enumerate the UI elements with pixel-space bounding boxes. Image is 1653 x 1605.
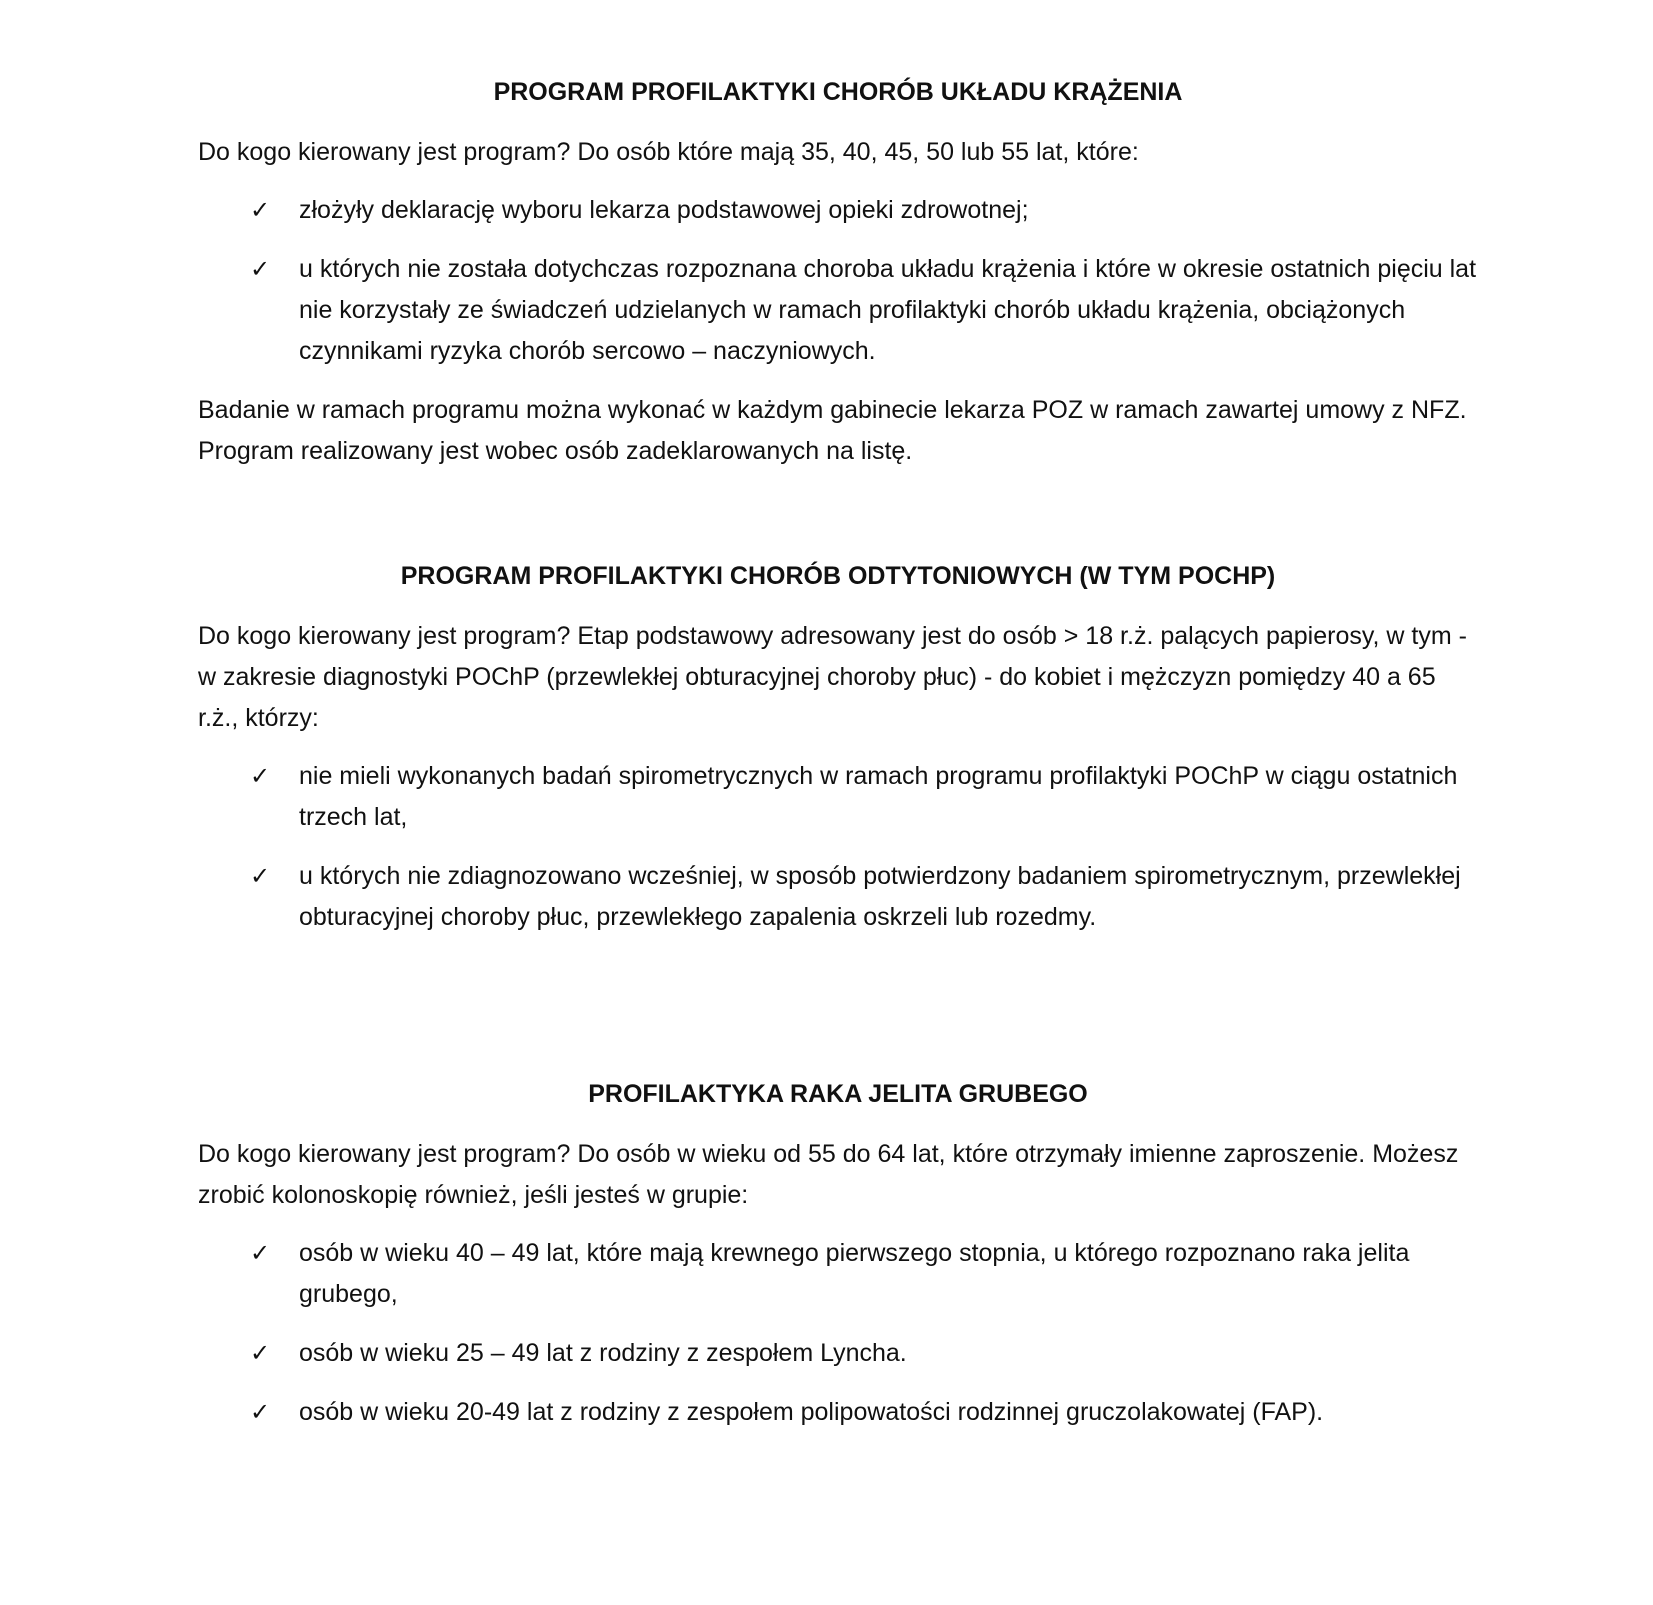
list-item-text: osób w wieku 20-49 lat z rodziny z zespołem polipowatości rodzinnej gruczolakowatej (FAP). [299, 1398, 1324, 1426]
section-outro: Badanie w ramach programu można wykonać w każdym gabinecie lekarza POZ w ramach zawartej umowy z NFZ. Program realizowany jest wobec osób zadeklarowanych na listę. [198, 396, 1467, 465]
criteria-list [198, 190, 1478, 372]
list-item [198, 1333, 1478, 1374]
list-item [198, 1392, 1478, 1433]
checkmark-icon: ✓ [250, 1339, 271, 1367]
criteria-list [198, 1233, 1478, 1433]
list-item-text: u których nie została dotychczas rozpoznana choroba układu krążenia i które w okresie ostatnich pięciu lat nie korzystały ze świadczeń udzielanych w ramach profilaktyki chorób układu krążenia, obciążonych czynnikami ryzyka chorób sercowo – naczyniowych. [299, 255, 1477, 365]
checkmark-icon: ✓ [250, 255, 271, 283]
list-item-text: u których nie zdiagnozowano wcześniej, w sposób potwierdzony badaniem spirometrycznym, przewlekłej obturacyjnej choroby płuc, przewlekłego zapalenia oskrzeli lub rozedmy. [299, 862, 1461, 931]
list-item-text: osób w wieku 25 – 49 lat z rodziny z zespołem Lyncha. [299, 1339, 907, 1367]
list-item [198, 856, 1478, 938]
section-title: PROGRAM PROFILAKTYKI CHORÓB ODTYTONIOWYCH (W TYM POCHP) [400, 562, 1276, 590]
section-intro: Do kogo kierowany jest program? Etap podstawowy adresowany jest do osób > 18 r.ż. palących papierosy, w tym - w zakresie diagnostyki POChP (przewlekłej obturacyjnej choroby płuc) - do kobiet i mężczyzn pomiędzy 40 a 65 r.ż., którzy: [198, 622, 1467, 732]
list-item-text: nie mieli wykonanych badań spirometrycznych w ramach programu profilaktyki POChP w ciągu ostatnich [299, 762, 1458, 790]
section-title: PROGRAM PROFILAKTYKI CHORÓB UKŁADU KRĄŻENIA [493, 78, 1183, 106]
criteria-list [198, 756, 1478, 938]
section-intro: Do kogo kierowany jest program? Do osób w wieku od 55 do 64 lat, które otrzymały imienne zaproszenie. Możesz zrobić kolonoskopię również, jeśli jesteś w grupie: [198, 1140, 1459, 1209]
list-item [198, 249, 1478, 372]
list-item-text: złożyły deklarację wyboru lekarza podstawowej opieki zdrowotnej; [299, 196, 1029, 224]
checkmark-icon: ✓ [250, 196, 271, 224]
list-item [198, 190, 1478, 231]
checkmark-icon: ✓ [250, 1398, 271, 1426]
section-title: PROFILAKTYKA RAKA JELITA GRUBEGO [588, 1080, 1088, 1108]
list-item [198, 756, 1478, 838]
list-item-text: osób w wieku 40 – 49 lat, które mają krewnego pierwszego stopnia, u którego rozpoznano raka jelita grubego, [299, 1239, 1410, 1308]
checkmark-icon: ✓ [250, 1239, 271, 1267]
list-item-text-continued: trzech lat, [299, 803, 408, 831]
section-tobacco [198, 556, 1478, 938]
checkmark-icon: ✓ [250, 762, 271, 790]
document-content [198, 72, 1478, 1433]
section-colorectal [198, 1074, 1478, 1433]
list-item [198, 1233, 1478, 1315]
section-intro: Do kogo kierowany jest program? Do osób które mają 35, 40, 45, 50 lub 55 lat, które: [198, 138, 1139, 166]
section-cardiovascular [198, 72, 1478, 472]
checkmark-icon: ✓ [250, 862, 271, 890]
